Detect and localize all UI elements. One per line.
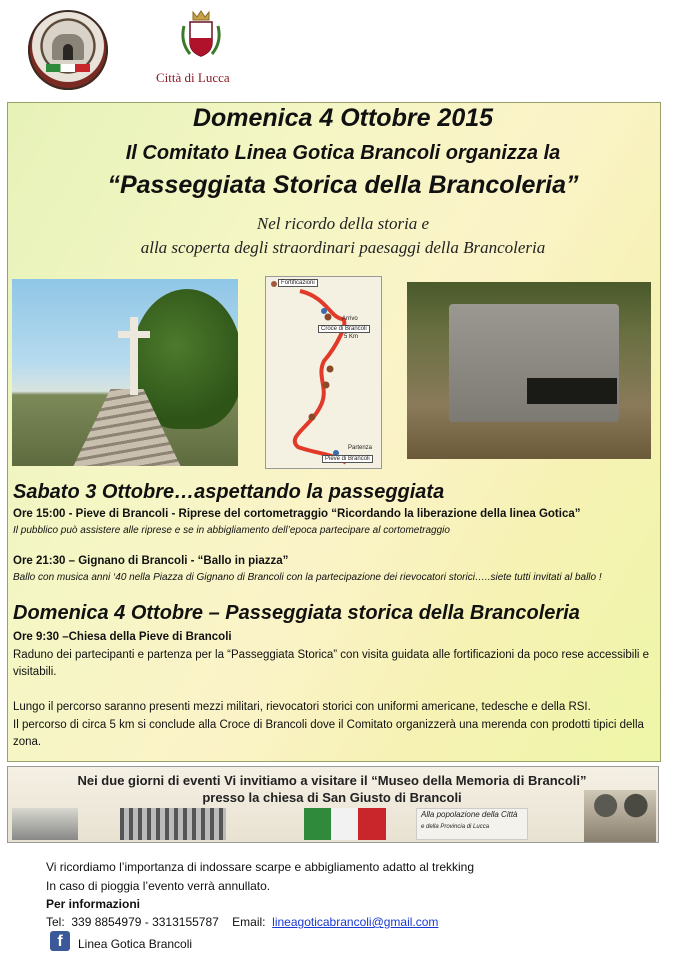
bunker-icon xyxy=(52,34,84,60)
banner-photo-city xyxy=(120,808,226,840)
map-partenza: Partenza xyxy=(348,445,373,451)
sunday-heading: Domenica 4 Ottobre – Passeggiata storica della Brancoleria xyxy=(13,602,580,624)
facebook-page-link[interactable]: Linea Gotica Brancoli xyxy=(78,937,193,951)
banner-photo-helmets xyxy=(584,790,656,842)
photo-cross-stairs xyxy=(12,279,238,466)
italian-flag-icon xyxy=(46,64,90,72)
banner-photo-flag xyxy=(304,808,386,840)
museum-banner-line-1: Nei due giorni di eventi Vi invitiamo a visitare il “Museo della Memoria di Brancoli” xyxy=(77,773,587,788)
info-label: Per informazioni xyxy=(46,897,141,911)
banner-photo-document xyxy=(416,808,528,840)
map-pieve: Pieve di Brancoli xyxy=(322,455,373,463)
map-croce: Croce di Brancoli xyxy=(318,325,370,333)
committee-logo xyxy=(28,10,108,90)
email-link[interactable]: lineagoticabrancoli@gmail.com xyxy=(272,915,439,929)
sunday-paragraph-1: Raduno dei partecipanti e partenza per la “Passeggiata Storica” con visita guidata alle fortificazioni da poco rese accessibili e visitabili. xyxy=(13,649,650,678)
photo-bunker xyxy=(407,282,651,459)
saturday-event-2-title: Ore 21:30 – Gignano di Brancoli - “Ballo in piazza” xyxy=(13,555,289,567)
event-name-title: “Passeggiata Storica della Brancoleria” xyxy=(107,171,579,199)
route-map xyxy=(265,276,382,469)
map-legend: Fortificazioni xyxy=(278,279,318,287)
subtitle-line-2: alla scoperta degli straordinari paesaggi della Brancoleria xyxy=(140,238,546,257)
footer-line-1: Vi ricordiamo l’importanza di indossare scarpe e abbigliamento adatto al trekking xyxy=(46,860,475,874)
sunday-event-title: Ore 9:30 –Chiesa della Pieve di Brancoli xyxy=(13,631,232,643)
museum-banner-line-2: presso la chiesa di San Giusto di Brancoli xyxy=(202,790,462,805)
banner-photo-objects xyxy=(12,808,78,840)
sunday-paragraph-2: Lungo il percorso saranno presenti mezzi militari, rievocatori storici con uniformi americane, tedesche e della RSI. xyxy=(13,701,591,713)
map-km: 5 Km xyxy=(344,334,359,340)
organizer-line: Il Comitato Linea Gotica Brancoli organizza la xyxy=(125,142,561,164)
document-text-2: e della Provincia di Lucca xyxy=(421,824,490,830)
saturday-heading: Sabato 3 Ottobre…aspettando la passeggiata xyxy=(13,481,445,503)
footer-line-2: In caso di pioggia l’evento verrà annullato. xyxy=(46,879,271,893)
document-text-1: Alla popolazione della Città xyxy=(421,810,518,819)
subtitle-line-1: Nel ricordo della storia e xyxy=(256,214,430,233)
contact-line xyxy=(46,915,438,929)
phone-text: Tel: 339 8854979 - 3313155787 Email: xyxy=(46,915,273,929)
lucca-crest-icon xyxy=(176,8,226,68)
city-name: Città di Lucca xyxy=(156,70,230,85)
saturday-event-1-desc: Il pubblico può assistere alle riprese e se in abbigliamento dell’epoca partecipare al cortometraggio xyxy=(13,525,450,536)
saturday-event-1-title: Ore 15:00 - Pieve di Brancoli - Riprese del cortometraggio “Ricordando la liberazione della linea Gotica” xyxy=(13,508,581,520)
map-arrivo: Arrivo xyxy=(342,316,358,322)
saturday-event-2-desc: Ballo con musica anni ‘40 nella Piazza di Gignano di Brancoli con la partecipazione dei rievocatori storici…..siete tutti invitati al ballo ! xyxy=(13,572,602,583)
event-date-title: Domenica 4 Ottobre 2015 xyxy=(192,104,494,132)
sunday-paragraph-3: Il percorso di circa 5 km si conclude alla Croce di Brancoli dove il Comitato organizzerà una merenda con prodotti tipici della zona. xyxy=(13,719,644,748)
facebook-icon[interactable]: f xyxy=(50,931,70,951)
